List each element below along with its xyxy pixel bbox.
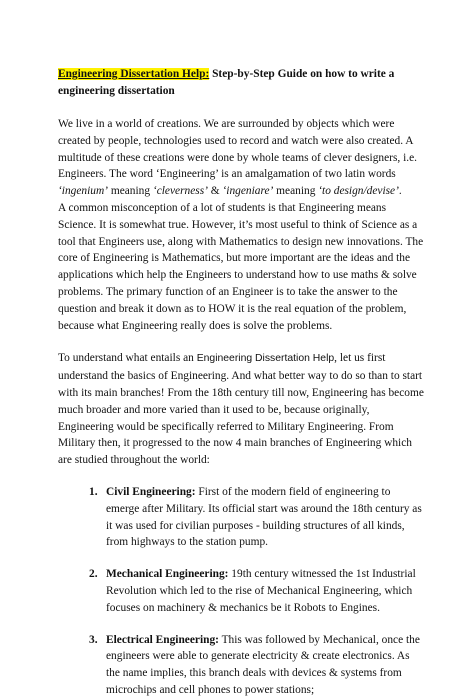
- intro-text-4: meaning: [273, 185, 319, 198]
- list-term: Civil Engineering:: [106, 485, 196, 498]
- list-text: First of the modern field of engineering to emerge after Military. Its official start was around the 18th century as it was used for civilian purposes - building structures of all kinds, from highways to the station pump.: [106, 485, 422, 549]
- service-name-text: Engineering Dissertation Help: [196, 353, 335, 365]
- branches-text-1: To understand what entails an: [58, 352, 197, 365]
- paragraph-misconception: A common misconception of a lot of students is that Engineering means Science. It is somewhat true. However, it’s most useful to think of Science as a tool that Engineers use, along with Mathematics to design new innovations. The core of Engineering is Mathematics, but more important are the ideas and the applications which help the Engineers to understand how to use maths & solve problems. The primary function of an Engineer is to take the answer to the question and break it down as to HOW it is the real equation of the problem, because what Engineering really does is solve the problems.: [58, 201, 424, 332]
- term-cleverness: ‘cleverness’: [152, 185, 208, 198]
- paragraph-intro: [58, 116, 424, 200]
- intro-text-5: .: [398, 185, 402, 198]
- list-term: Electrical Engineering:: [106, 633, 219, 646]
- list-item: [89, 484, 424, 551]
- paragraph-branches-intro: [58, 350, 424, 469]
- intro-text-3: &: [207, 185, 223, 198]
- list-text: 19th century witnessed the 1st Industrial Revolution which led to the rise of Mechanical Engineering, which focuses on machinery & mechanics be it Robots to Engines.: [106, 568, 416, 614]
- list-number: 3.: [89, 633, 98, 646]
- title-rest: Step-by-Step Guide on how to write a engineering dissertation: [58, 68, 395, 97]
- document-title: [58, 66, 424, 100]
- list-term: Mechanical Engineering:: [106, 568, 229, 581]
- list-item: [89, 632, 424, 699]
- list-number: 2.: [89, 568, 98, 581]
- list-text: This was followed by Mechanical, once the engineers were able to generate electricity & create electronics. As the name implies, this branch deals with devices & systems from microchips and cell phones to power stations;: [106, 633, 420, 696]
- title-highlight: Engineering Dissertation Help:: [58, 68, 210, 80]
- term-ingenium: ‘ingenium’: [58, 185, 108, 198]
- branches-list: [58, 484, 424, 699]
- list-number: 1.: [89, 485, 98, 498]
- term-ingeniare: ‘ingeniare’: [222, 185, 274, 198]
- branches-text-2: , let us first understand the basics of Engineering. And what better way to do so than to start with its main branches! From the 18th century till now, Engineering has become much broader and more varied than it used to be, because originally, Engineering would be specifically referred to Military Engineering. From Military then, it progressed to the now 4 main branches of Engineering which are studied throughout the world:: [58, 352, 424, 467]
- list-item: [89, 566, 424, 616]
- intro-text-2: meaning: [107, 185, 153, 198]
- term-to-design: ‘to design/devise’: [318, 185, 399, 198]
- intro-text-1: We live in a world of creations. We are surrounded by objects which were created by people, technologies used to record and watch were also created. A multitude of these creations were done by whole teams of clever designers, i.e. Engineers. The word ‘Engineering’ is an amalgamation of two latin words: [58, 118, 417, 181]
